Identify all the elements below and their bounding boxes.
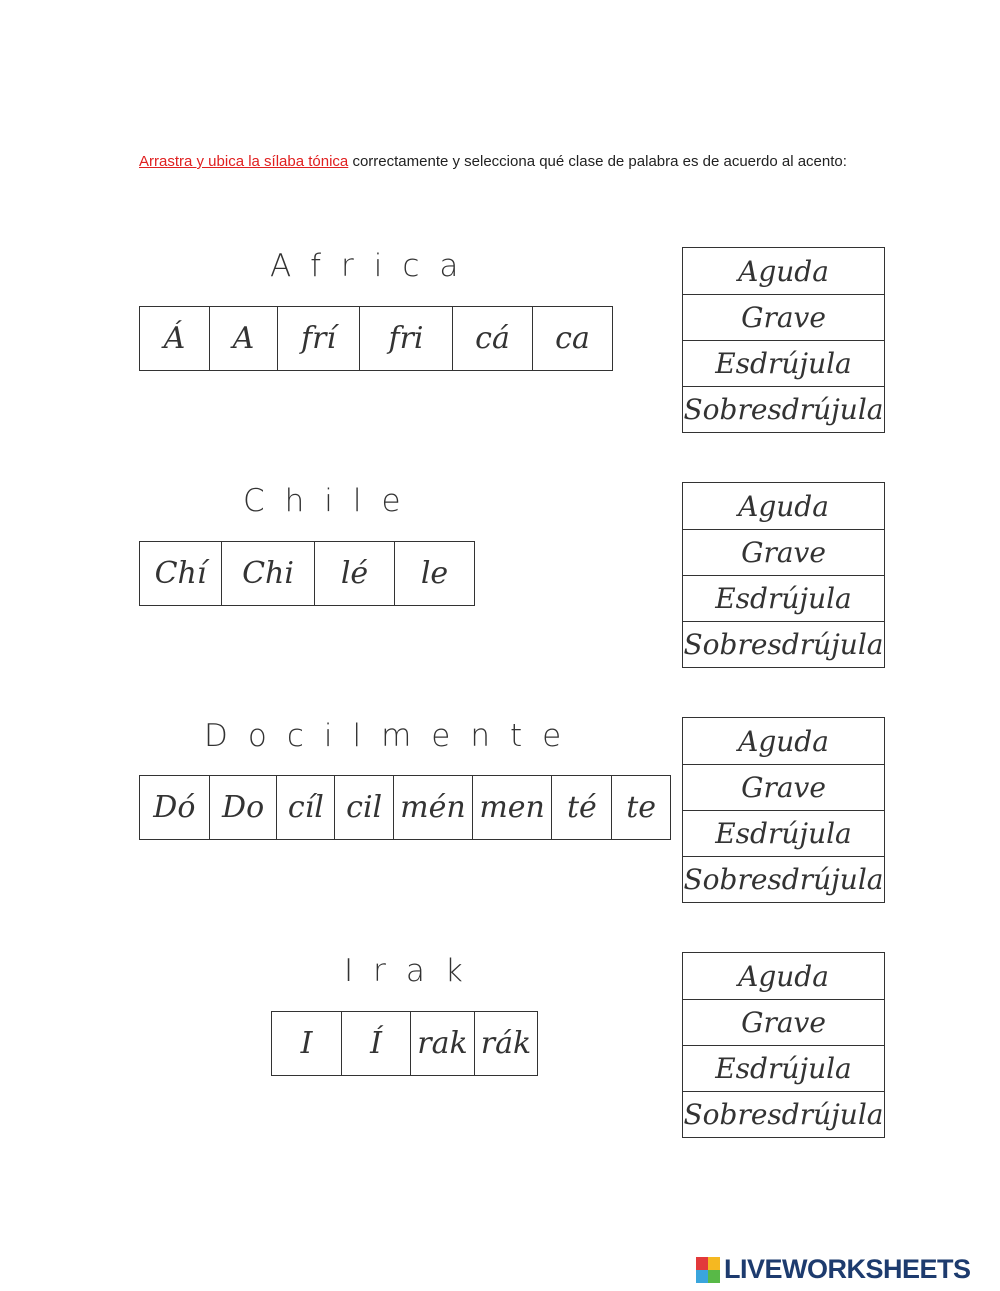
instructions-rest: correctamente y selecciona qué clase de palabra es de acuerdo al acento:	[348, 153, 847, 170]
syllable-tile[interactable]: Í	[341, 1012, 410, 1075]
word-title-africa: Africa	[270, 248, 479, 284]
syllable-tile[interactable]: Chi	[221, 542, 314, 605]
syllable-row-chile	[139, 541, 475, 606]
option-grave[interactable]: Grave	[683, 764, 884, 810]
logo-square-blue	[696, 1270, 708, 1283]
option-grave[interactable]: Grave	[683, 294, 884, 340]
logo-square-green	[708, 1270, 720, 1283]
liveworksheets-brand	[696, 1254, 971, 1285]
option-grave[interactable]: Grave	[683, 999, 884, 1045]
logo-square-red	[696, 1257, 708, 1270]
word-title-chile: Chile	[243, 483, 421, 519]
brand-text: LIVEWORKSHEETS	[724, 1254, 971, 1284]
syllable-tile[interactable]: Á	[163, 321, 186, 356]
accent-options-docilmente	[682, 717, 885, 903]
syllable-tile[interactable]: I	[300, 1026, 313, 1061]
syllable-tile[interactable]: rák	[474, 1012, 537, 1075]
syllable-tile[interactable]: A	[209, 307, 277, 370]
syllable-tile[interactable]: cil	[334, 776, 393, 839]
option-sobresdrujula[interactable]: Sobresdrújula	[683, 621, 884, 667]
syllable-tile[interactable]: mén	[393, 776, 472, 839]
option-esdrujula[interactable]: Esdrújula	[683, 575, 884, 621]
liveworksheets-logo-icon	[696, 1257, 720, 1283]
option-esdrujula[interactable]: Esdrújula	[683, 810, 884, 856]
syllable-row-irak	[271, 1011, 538, 1076]
syllable-tile[interactable]: fri	[359, 307, 452, 370]
syllable-tile[interactable]: te	[611, 776, 670, 839]
word-title-docilmente: Docilmente	[204, 718, 582, 754]
syllable-row-africa	[139, 306, 613, 371]
instructions-highlight: Arrastra y ubica la sílaba tónica	[139, 153, 349, 170]
logo-square-yellow	[708, 1257, 720, 1270]
syllable-tile[interactable]: frí	[277, 307, 359, 370]
option-sobresdrujula[interactable]: Sobresdrújula	[683, 1091, 884, 1137]
syllable-tile[interactable]: le	[394, 542, 474, 605]
syllable-tile[interactable]: ca	[532, 307, 612, 370]
accent-options-africa	[682, 247, 885, 433]
syllable-tile[interactable]: rak	[410, 1012, 474, 1075]
word-title-irak: Irak	[344, 953, 483, 989]
option-esdrujula[interactable]: Esdrújula	[683, 340, 884, 386]
syllable-tile[interactable]: men	[472, 776, 552, 839]
instructions-text	[139, 150, 869, 174]
option-aguda[interactable]: Aguda	[738, 724, 829, 758]
option-sobresdrujula[interactable]: Sobresdrújula	[683, 386, 884, 432]
option-esdrujula[interactable]: Esdrújula	[683, 1045, 884, 1091]
option-sobresdrujula[interactable]: Sobresdrújula	[683, 856, 884, 902]
syllable-tile[interactable]: té	[551, 776, 611, 839]
syllable-row-docilmente	[139, 775, 671, 840]
accent-options-chile	[682, 482, 885, 668]
syllable-tile[interactable]: Dó	[153, 790, 196, 825]
accent-options-irak	[682, 952, 885, 1138]
syllable-tile[interactable]: cá	[452, 307, 532, 370]
syllable-tile[interactable]: cíl	[276, 776, 334, 839]
syllable-tile[interactable]: Chí	[154, 556, 207, 591]
syllable-tile[interactable]: Do	[209, 776, 277, 839]
option-aguda[interactable]: Aguda	[738, 254, 829, 288]
option-grave[interactable]: Grave	[683, 529, 884, 575]
option-aguda[interactable]: Aguda	[738, 489, 829, 523]
syllable-tile[interactable]: lé	[314, 542, 394, 605]
option-aguda[interactable]: Aguda	[738, 959, 829, 993]
